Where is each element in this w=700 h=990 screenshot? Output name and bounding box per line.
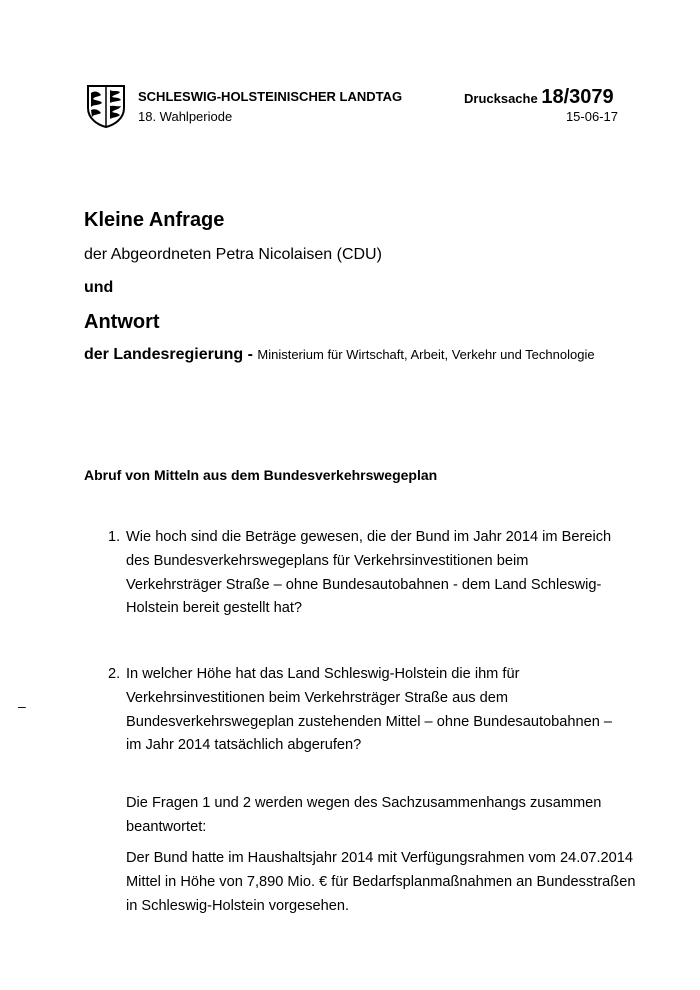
subject-heading: Abruf von Mitteln aus dem Bundesverkehrswegeplan — [84, 467, 438, 483]
question-2 — [108, 663, 628, 758]
question-text: In welcher Höhe hat das Land Schleswig-Holstein die ihm für Verkehrsinvestitionen beim Verkehrsträger Straße aus dem Bundesverkehrswegeplan zustehenden Mittel – ohne Bundesautobahnen – im Jahr 2014 tatsächlich abgerufen? — [126, 666, 613, 754]
drucksache-label: Drucksache — [464, 91, 538, 106]
und-label: und — [84, 279, 114, 296]
question-number: 1. — [108, 529, 121, 545]
legislative-period: 18. Wahlperiode — [138, 109, 233, 124]
parliament-name: SCHLESWIG-HOLSTEINISCHER LANDTAG — [138, 89, 403, 104]
government-line — [84, 346, 595, 364]
antwort-heading: Antwort — [84, 311, 160, 333]
drucksache-number: 18/3079 — [541, 86, 614, 108]
question-text: Wie hoch sind die Beträge gewesen, die der Bund im Jahr 2014 im Bereich des Bundesverkehrswegeplans für Verkehrsinvestitionen beim Verkehrsträger Straße – ohne Bundesautobahnen - dem Land Schleswig-Holstein bereit gestellt hat? — [126, 529, 612, 617]
margin-mark: – — [18, 698, 26, 714]
kleine-anfrage-heading: Kleine Anfrage — [84, 209, 225, 231]
drucksache — [464, 86, 614, 109]
government-label: der Landesregierung - — [84, 346, 253, 363]
answer-paragraph: Der Bund hatte im Haushaltsjahr 2014 mit Verfügungsrahmen vom 24.07.2014 Mittel in Höhe von 7,890 Mio. € für Bedarfsplanmaßnahmen an Bundesstraßen in Schleswig-Holstein vorgesehen. — [126, 850, 636, 914]
question-number: 2. — [108, 666, 121, 682]
document-date: 15-06-17 — [565, 109, 618, 124]
question-1 — [108, 526, 628, 621]
answer-paragraph: Die Fragen 1 und 2 werden wegen des Sachzusammenhangs zusammen beantwortet: — [126, 795, 602, 835]
coat-of-arms-icon — [86, 84, 126, 128]
ministry-name: Ministerium für Wirtschaft, Arbeit, Verkehr und Technologie — [257, 347, 595, 362]
author-line: der Abgeordneten Petra Nicolaisen (CDU) — [84, 246, 382, 263]
